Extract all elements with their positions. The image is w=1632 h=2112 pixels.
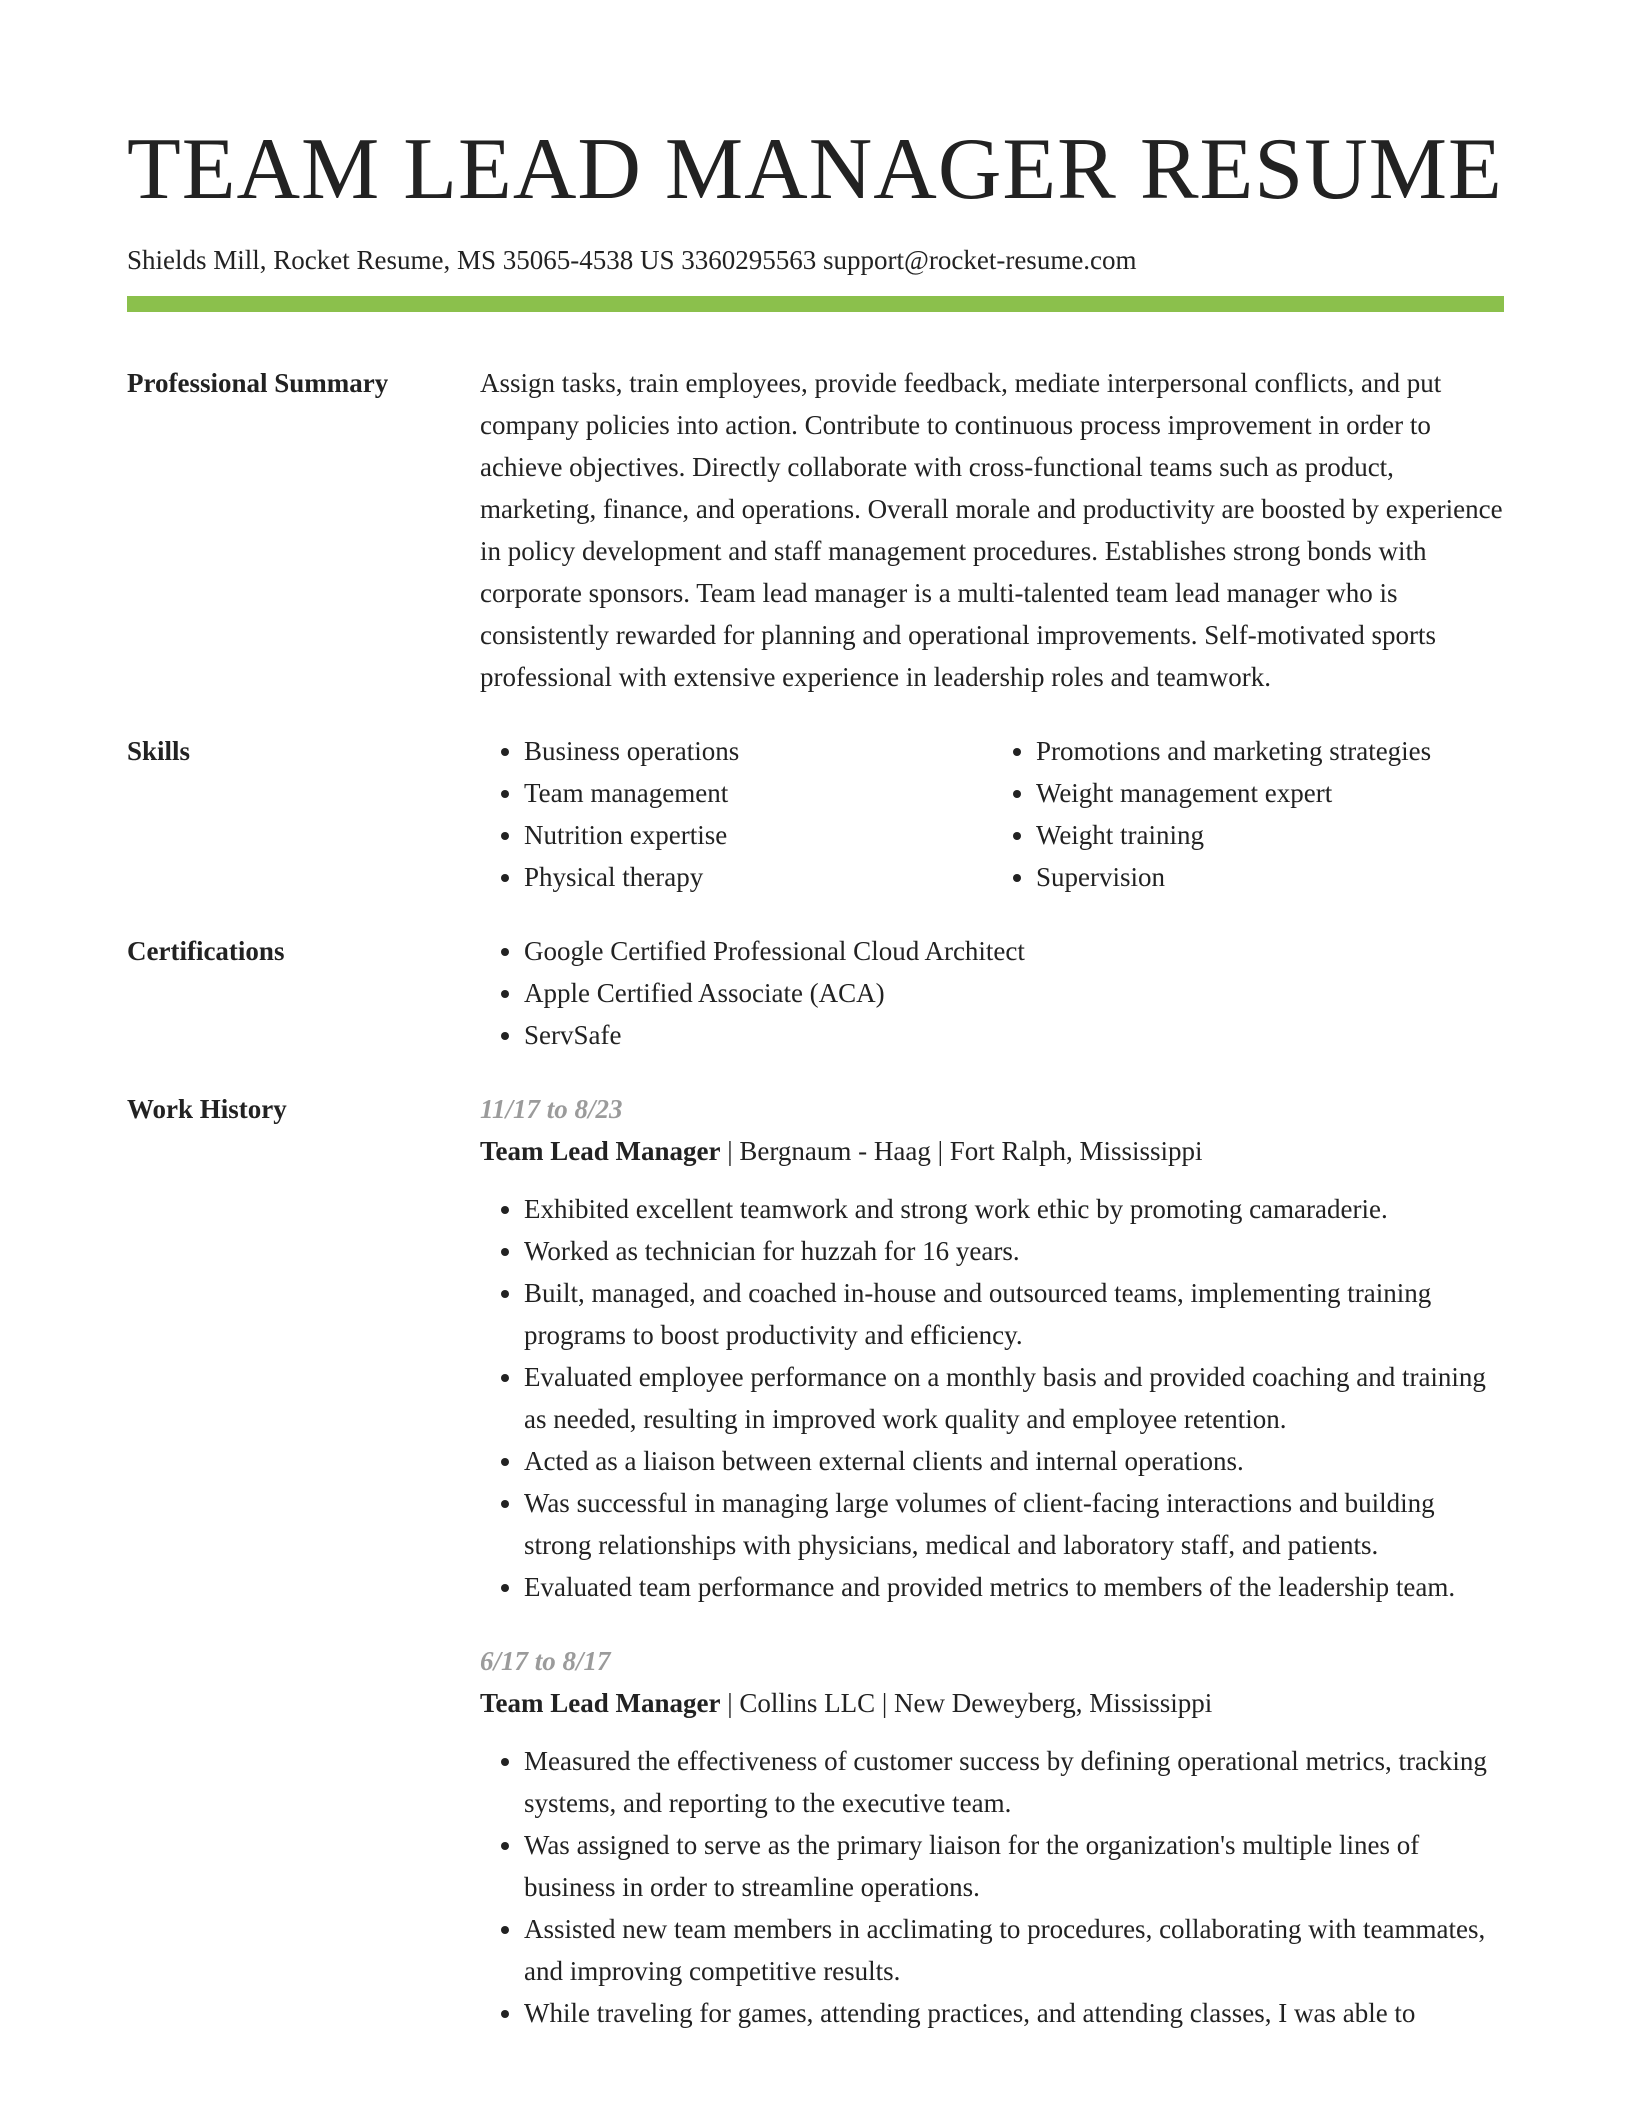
skill-item: • Team management: [524, 772, 992, 814]
certification-item: • Google Certified Professional Cloud Architect: [524, 930, 1504, 972]
job-employer-location: | Bergnaum - Haag | Fort Ralph, Mississippi: [720, 1136, 1203, 1166]
skills-list-right: [992, 730, 1504, 898]
certifications-section: [127, 930, 1504, 1056]
skill-item: • Weight training: [1036, 814, 1504, 856]
skill-item: • Nutrition expertise: [524, 814, 992, 856]
job-dates: 11/17 to 8/23: [480, 1094, 623, 1124]
job-entry: [480, 1640, 1504, 2034]
job-heading: [480, 1682, 1504, 1724]
summary-text: Assign tasks, train employees, provide feedback, mediate interpersonal conflicts, and put company policies into action. Contribute to continuous process improvement in order to achieve objectives. Directly collaborate with cross-functional teams such as product, marketing, finance, and operations. Overall morale and productivity are boosted by experience in policy development and staff management procedures. Establishes strong bonds with corporate sponsors. Team lead manager is a multi-talented team lead manager who is consistently rewarded for planning and operational improvements. Self-motivated sports professional with extensive experience in leadership roles and teamwork.: [480, 368, 1503, 692]
work-history-section: [127, 1088, 1504, 2034]
resume-title: TEAM LEAD MANAGER RESUME: [127, 121, 1503, 218]
section-label-certifications: Certifications: [127, 936, 285, 966]
job-bullets: [480, 1740, 1504, 2034]
job-bullet: • Evaluated team performance and provided metrics to members of the leadership team.: [524, 1566, 1504, 1608]
job-bullet: • Acted as a liaison between external clients and internal operations.: [524, 1440, 1504, 1482]
job-bullets: [480, 1188, 1504, 1608]
job-bullet: • Built, managed, and coached in-house and outsourced teams, implementing training programs to boost productivity and efficiency.: [524, 1272, 1504, 1356]
professional-summary-section: [127, 362, 1504, 698]
skill-item: • Physical therapy: [524, 856, 992, 898]
contact-line: Shields Mill, Rocket Resume, MS 35065-4538 US 3360295563 support@rocket-resume.com: [127, 245, 1137, 275]
job-bullet: • Evaluated employee performance on a monthly basis and provided coaching and training as needed, resulting in improved work quality and employee retention.: [524, 1356, 1504, 1440]
job-role: Team Lead Manager: [480, 1688, 721, 1718]
job-role: Team Lead Manager: [480, 1136, 721, 1166]
skills-list-left: [480, 730, 992, 898]
job-bullet: • Exhibited excellent teamwork and strong work ethic by promoting camaraderie.: [524, 1188, 1504, 1230]
section-label-skills: Skills: [127, 736, 191, 766]
job-bullet: • Assisted new team members in acclimating to procedures, collaborating with teammates, and improving competitive results.: [524, 1908, 1504, 1992]
skills-section: [127, 730, 1504, 898]
job-entry: [480, 1088, 1504, 1608]
accent-divider: [127, 296, 1504, 312]
skill-item: • Promotions and marketing strategies: [1036, 730, 1504, 772]
job-bullet: • While traveling for games, attending practices, and attending classes, I was able to: [524, 1992, 1504, 2034]
certifications-list: [480, 930, 1504, 1056]
job-bullet: • Was assigned to serve as the primary liaison for the organization's multiple lines of business in order to streamline operations.: [524, 1824, 1504, 1908]
skill-item: • Business operations: [524, 730, 992, 772]
section-label-work-history: Work History: [127, 1094, 287, 1124]
job-bullet: • Measured the effectiveness of customer success by defining operational metrics, tracking systems, and reporting to the executive team.: [524, 1740, 1504, 1824]
job-employer-location: | Collins LLC | New Deweyberg, Mississippi: [720, 1688, 1213, 1718]
job-heading: [480, 1130, 1504, 1172]
job-bullet: • Worked as technician for huzzah for 16 years.: [524, 1230, 1504, 1272]
skill-item: • Supervision: [1036, 856, 1504, 898]
job-bullet: • Was successful in managing large volumes of client-facing interactions and building strong relationships with physicians, medical and laboratory staff, and patients.: [524, 1482, 1504, 1566]
skill-item: • Weight management expert: [1036, 772, 1504, 814]
section-label-summary: Professional Summary: [127, 368, 389, 398]
certification-item: • Apple Certified Associate (ACA): [524, 972, 1504, 1014]
certification-item: • ServSafe: [524, 1014, 1504, 1056]
job-dates: 6/17 to 8/17: [480, 1646, 611, 1676]
